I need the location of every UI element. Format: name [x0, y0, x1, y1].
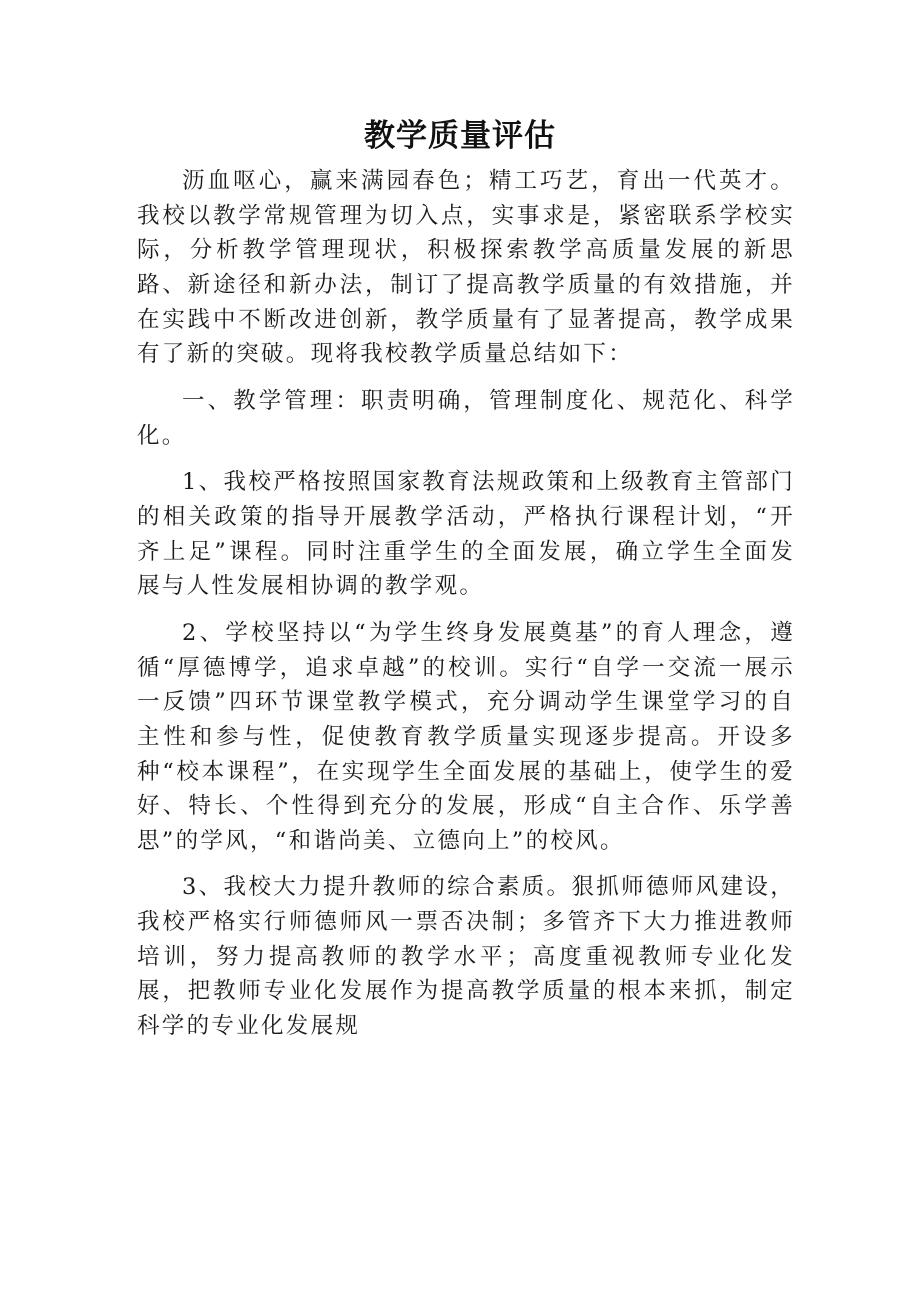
- document-body: [137, 164, 795, 1044]
- intro-paragraph: 沥血呕心，赢来满园春色；精工巧艺，育出一代英才。我校以教学常规管理为切入点，实事求是，紧密联系学校实际，分析教学管理现状，积极探索教学高质量发展的新思路、新途径和新办法，制订了提高教学质量的有效措施，并在实践中不断改进创新，教学质量有了显著提高，教学成果有了新的突破。现将我校教学质量总结如下：: [137, 168, 795, 368]
- section-heading-teaching-management: 一、教学管理：职责明确，管理制度化、规范化、科学化。: [137, 387, 795, 449]
- paragraph-item-3: 3、我校大力提升教师的综合素质。狠抓师德师风建设，我校严格实行师德师风一票否决制；多管齐下大力推进教师培训，努力提高教师的教学水平；高度重视教师专业化发展，把教师专业化发展作为提高教学质量的根本来抓，制定科学的专业化发展规: [137, 874, 795, 1040]
- paragraph-item-1: 1、我校严格按照国家教育法规政策和上级教育主管部门的相关政策的指导开展教学活动，严格执行课程计划，“开齐上足”课程。同时注重学生的全面发展，确立学生全面发展与人性发展相协调的教学观。: [137, 469, 795, 600]
- paragraph-item-2: 2、学校坚持以“为学生终身发展奠基”的育人理念，遵循“厚德博学，追求卓越”的校训。实行“自学一交流一展示一反馈”四环节课堂教学模式，充分调动学生课堂学习的自主性和参与性，促使教育教学质量实现逐步提高。开设多种“校本课程”，在实现学生全面发展的基础上，使学生的爱好、特长、个性得到充分的发展，形成“自主合作、乐学善思”的学风，“和谐尚美、立德向上”的校风。: [137, 619, 795, 854]
- document-title: 教学质量评估: [364, 118, 556, 154]
